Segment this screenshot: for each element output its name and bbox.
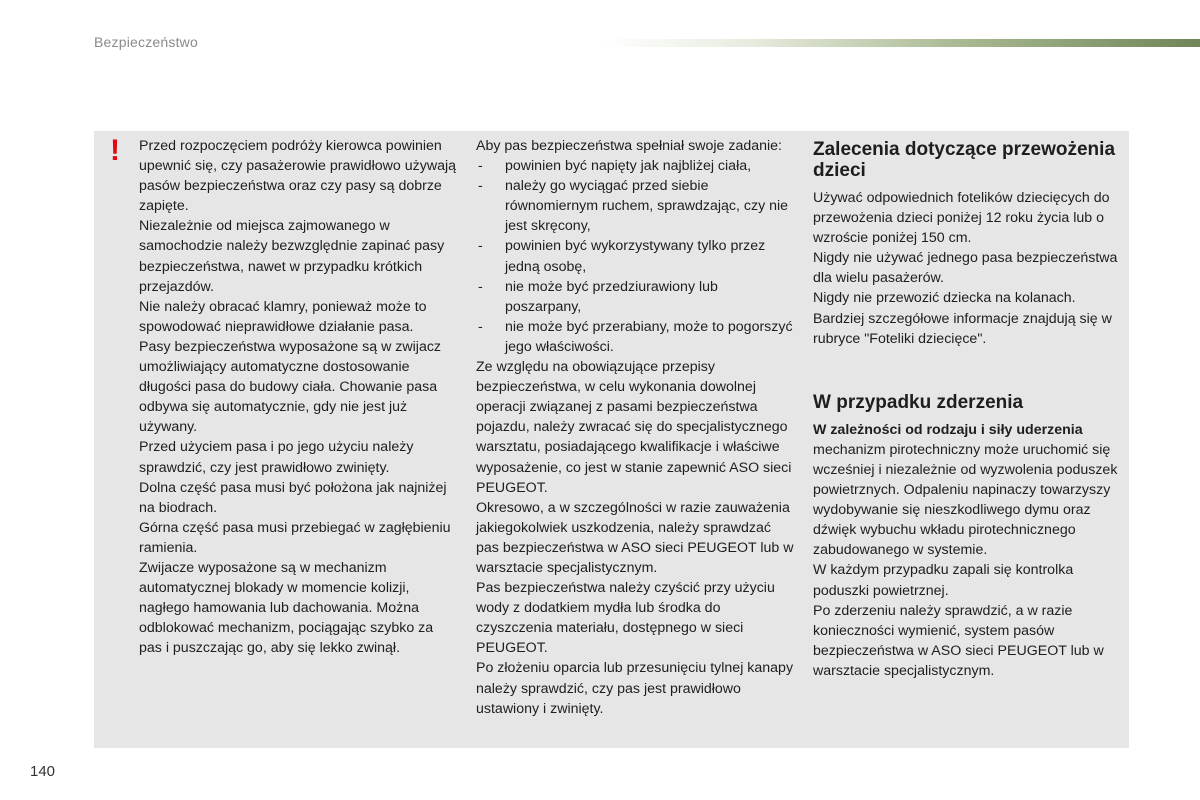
list-item: - powinien być wykorzystywany tylko przez jedną osobę,: [476, 236, 794, 276]
collision-section: [813, 420, 1118, 681]
section-title: Bezpieczeństwo: [94, 34, 198, 50]
children-paragraph: Nigdy nie przewozić dziecka na kolanach.: [813, 290, 1076, 307]
children-section: [813, 188, 1118, 349]
warning-paragraph: Przed użyciem pasa i po jego użyciu należy sprawdzić, czy jest prawidłowo zwinięty.: [139, 439, 414, 476]
collision-lead-paragraph: [813, 420, 1118, 561]
page-number: 140: [30, 763, 56, 780]
header-gradient-bar: [600, 39, 1200, 47]
right-column: [813, 139, 1118, 681]
warning-paragraph: Zwijacze wyposażone są w mechanizm automatycznej blokady w momencie kolizji, nagłego hamowania lub dachowania. Można odblokować mechanizm, pociągając szybko za pas i puszczając go, aby się lekko zwinął.: [139, 559, 434, 657]
list-item: - nie może być przerabiany, może to pogorszyć jego właściwości.: [476, 317, 794, 357]
warning-paragraph: Przed rozpoczęciem podróży kierowca powinien upewnić się, czy pasażerowie prawidłowo używają pasów bezpieczeństwa oraz czy pasy są dobrze zapięte.: [139, 138, 457, 215]
warning-paragraph: Niezależnie od miejsca zajmowanego w samochodzie należy bezwzględnie zapinać pasy bezpieczeństwa, nawet w przypadku krótkich przejazdów.: [139, 218, 445, 295]
belt-paragraph: Okresowo, a w szczególności w razie zauważenia jakiegokolwiek uszkodzenia, należy sprawdzać pas bezpieczeństwa w ASO sieci PEUGEOT lub w warsztacie specjalistycznym.: [476, 499, 794, 576]
belt-requirements-list: [476, 156, 794, 357]
belt-paragraph: Pas bezpieczeństwa należy czyścić przy użyciu wody z dodatkiem mydła lub środka do czyszczenia materiału, dostępnego w sieci PEUGEOT.: [476, 580, 775, 657]
collision-paragraph: W każdym przypadku zapali się kontrolka poduszki powietrznej.: [813, 562, 1074, 599]
collision-bold-lead: W zależności od rodzaju i siły uderzenia: [813, 421, 1083, 438]
belt-paragraph: Po złożeniu oparcia lub przesunięciu tylnej kanapy należy sprawdzić, czy pas jest prawidłowo ustawiony i zwinięty.: [476, 660, 794, 717]
belt-intro: Aby pas bezpieczeństwa spełniał swoje zadanie:: [476, 138, 783, 154]
collision-heading: W przypadku zderzenia: [813, 391, 1024, 413]
warning-exclamation-icon: !: [110, 134, 120, 167]
children-paragraph: Bardziej szczegółowe informacje znajdują się w rubryce "Foteliki dziecięce".: [813, 310, 1112, 347]
children-paragraph: Nigdy nie używać jednego pasa bezpieczeństwa dla wielu pasażerów.: [813, 250, 1118, 287]
warning-paragraph: Nie należy obracać klamry, ponieważ może to spowodować nieprawidłowe działanie pasa.: [139, 298, 427, 335]
list-item: - należy go wyciągać przed siebie równomiernym ruchem, sprawdzając, czy nie jest skręcony,: [476, 176, 794, 236]
belt-requirements-column: [476, 136, 794, 719]
warning-paragraph: Pasy bezpieczeństwa wyposażone są w zwijacz umożliwiający automatyczne dostosowanie długości pasa do budowy ciała. Chowanie pasa odbywa się automatycznie, gdy nie jest już używany.: [139, 338, 442, 436]
warning-column: [139, 136, 457, 658]
collision-lead-text: mechanizm pirotechniczny może uruchomić się wcześniej i niezależnie od wyzwolenia poduszek powietrznych. Odpaleniu napinaczy towarzyszy wydobywanie się nieszkodliwego dymu oraz dźwięk wybuchu wkładu pirotechnicznego zabudowanego w systemie.: [813, 441, 1118, 559]
list-item: - powinien być napięty jak najbliżej ciała,: [476, 156, 794, 176]
children-heading: Zalecenia dotyczące przewożenia dzieci: [813, 139, 1116, 181]
children-paragraph: Używać odpowiednich fotelików dziecięcych do przewożenia dzieci poniżej 12 roku życia lub o wzroście poniżej 150 cm.: [813, 190, 1110, 247]
warning-paragraph: Górna część pasa musi przebiegać w zagłębieniu ramienia.: [139, 519, 451, 556]
list-item: - nie może być przedziurawiony lub poszarpany,: [476, 277, 794, 317]
collision-paragraph: Po zderzeniu należy sprawdzić, a w razie konieczności wymienić, system pasów bezpieczeństwa w ASO sieci PEUGEOT lub w warsztacie specjalistycznym.: [813, 602, 1104, 679]
warning-paragraph: Dolna część pasa musi być położona jak najniżej na biodrach.: [139, 479, 447, 516]
belt-paragraph: Ze względu na obowiązujące przepisy bezpieczeństwa, w celu wykonania dowolnej operacji związanej z pasami bezpieczeństwa pojazdu, należy zwracać się do specjalistycznego warsztatu, posiadającego kwalifikacje i właściwe wyposażenie, co jest w stanie zapewnić ASO sieci PEUGEOT.: [476, 359, 792, 496]
